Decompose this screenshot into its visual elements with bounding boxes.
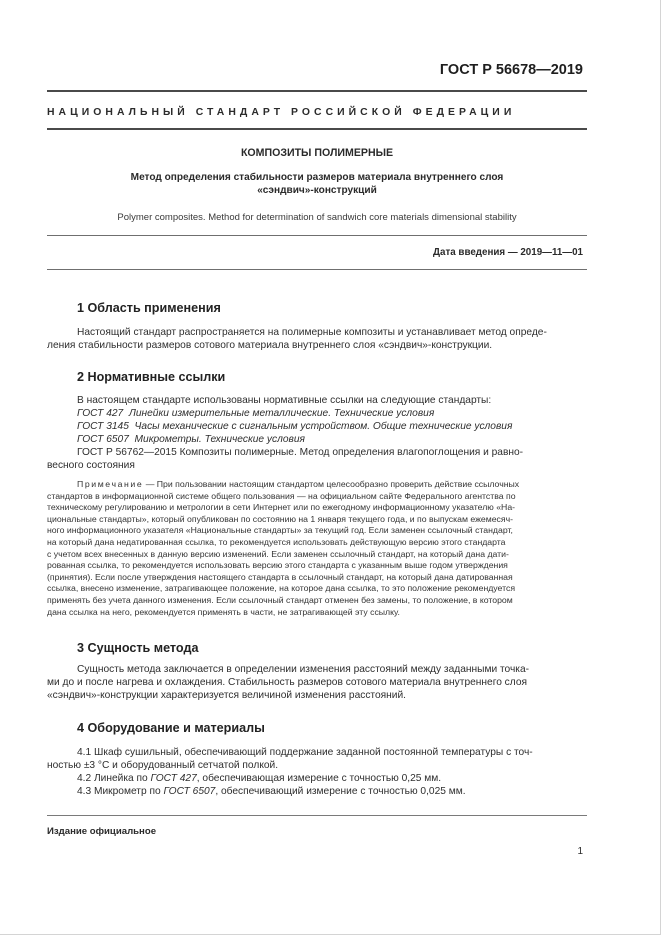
header-rule-bottom xyxy=(47,128,587,130)
reference-item xyxy=(47,433,587,446)
equipment-item xyxy=(47,772,587,785)
note-line: применять без учета данного изменения. Если ссылочный стандарт отменен без замены, то положение, в котором xyxy=(47,594,513,605)
section-3-body xyxy=(47,663,587,702)
reference-title: Микрометры. Технические условия xyxy=(134,434,305,445)
national-standard-banner: НАЦИОНАЛЬНЫЙ СТАНДАРТ РОССИЙСКОЙ ФЕДЕРАЦИИ xyxy=(47,107,516,118)
note-line xyxy=(47,479,587,491)
note-line: на который дана недатированная ссылка, то рекомендуется использовать действующую версию этого стандарта xyxy=(47,536,506,547)
reference-title: Линейки измерительные металлические. Технические условия xyxy=(128,408,435,419)
section-3-line: ми до и после нагрева и охлаждения. Стабильность размеров сотового материала внутреннего слоя xyxy=(47,677,528,688)
reference-item xyxy=(47,420,587,433)
document-subtitle-line1: Метод определения стабильности размеров материала внутреннего слоя xyxy=(130,172,504,183)
equipment-text: 4.2 Линейка по xyxy=(77,773,151,784)
page-number: 1 xyxy=(577,846,583,857)
reference-item: ГОСТ Р 56762—2015 Композиты полимерные. Метод определения влагопоглощения и равно- xyxy=(77,447,524,458)
section-2-body xyxy=(47,394,587,472)
equipment-item xyxy=(47,785,587,798)
note-line: ного информационного указателя «Национальные стандарты» за текущий год. Если заменен ссылочный стандарт, xyxy=(47,525,513,536)
note-text: — При пользовании настоящим стандартом целесообразно проверить действие ссылочных xyxy=(143,479,520,489)
section-1-heading: 1 Область применения xyxy=(77,301,221,315)
standard-code: ГОСТ Р 56678—2019 xyxy=(439,62,583,78)
reference-title: Часы механические с сигнальным устройством. Общие технические условия xyxy=(134,421,513,432)
section-3-line: «сэндвич»-конструкции характеризуется величиной изменения расстояний. xyxy=(47,690,407,701)
header-rule-top xyxy=(47,90,587,92)
references-intro: В настоящем стандарте использованы нормативные ссылки на следующие стандарты: xyxy=(77,395,492,406)
note-label: Примечание xyxy=(77,479,144,489)
section-4-heading: 4 Оборудование и материалы xyxy=(77,721,265,735)
note-line: стандартов в информационной системе общего пользования — на официальном сайте Федерального агентства по xyxy=(47,490,516,501)
reference-code: ГОСТ 427 xyxy=(77,408,124,419)
equipment-text: 4.3 Микрометр по xyxy=(77,786,164,797)
note-line: (принятия). Если после утверждения настоящего стандарта в ссылочный стандарт, на который дана датированная xyxy=(47,571,513,582)
note-line: ссылка, внесено изменение, затрагивающее положение, на которое дана ссылка, то это положение рекомендуется xyxy=(47,583,516,594)
date-rule xyxy=(47,269,587,270)
equipment-item: 4.1 Шкаф сушильный, обеспечивающий поддержание заданной постоянной температуры с точ- xyxy=(77,747,533,758)
section-4-body xyxy=(47,746,587,798)
equipment-text: , обеспечивающая измерение с точностью 0,25 мм. xyxy=(196,773,442,784)
reference-code: ГОСТ 6507 xyxy=(77,434,129,445)
document-title: КОМПОЗИТЫ ПОЛИМЕРНЫЕ xyxy=(240,147,394,159)
introduction-date: Дата введения — 2019—11—01 xyxy=(433,247,583,258)
reference-item xyxy=(47,407,587,420)
title-rule xyxy=(47,235,587,236)
note-line: дана ссылка на него, рекомендуется применять в части, не затрагивающей эту ссылку. xyxy=(47,606,400,617)
section-1-line: ления стабильности размеров сотового материала внутреннего слоя «сэндвич»-конструкции. xyxy=(47,340,493,351)
section-3-line: Сущность метода заключается в определении изменения расстояний между заданными точка- xyxy=(77,664,530,675)
equipment-reference: ГОСТ 427 xyxy=(150,773,197,784)
section-1-line: Настоящий стандарт распространяется на полимерные композиты и устанавливает метод опреде- xyxy=(77,327,547,338)
note-line: техническому регулированию и метрологии в сети Интернет или по ежегодному информационному указателю «На- xyxy=(47,502,516,513)
reference-code: ГОСТ 3145 xyxy=(77,421,129,432)
reference-item-continuation: весного состояния xyxy=(47,460,135,471)
note-line: рованная ссылка, то рекомендуется использовать версию этого стандарта с указанным выше годом утверждения xyxy=(47,560,508,571)
note-line: циональные стандарты», который опубликован по состоянию на 1 января текущего года, и по выпускам ежемесяч- xyxy=(47,513,514,524)
english-title: Polymer composites. Method for determination of sandwich core materials dimensional stability xyxy=(117,212,517,223)
equipment-text: , обеспечивающий измерение с точностью 0,025 мм. xyxy=(215,786,466,797)
note-line: с учетом всех внесенных в данную версию изменений. Если заменен ссылочный стандарт, на который дана дати- xyxy=(47,548,509,559)
section-3-heading: 3 Сущность метода xyxy=(77,641,199,655)
equipment-item-continuation: ностью ±3 °С и оборудованный сетчатой полкой. xyxy=(47,760,279,771)
equipment-reference: ГОСТ 6507 xyxy=(163,786,216,797)
document-subtitle-line2: «сэндвич»-конструкций xyxy=(257,185,377,196)
section-2-heading: 2 Нормативные ссылки xyxy=(77,370,226,384)
footer-rule xyxy=(47,815,587,816)
references-note xyxy=(47,479,587,618)
official-edition-label: Издание официальное xyxy=(47,826,157,837)
section-1-body xyxy=(47,326,587,352)
